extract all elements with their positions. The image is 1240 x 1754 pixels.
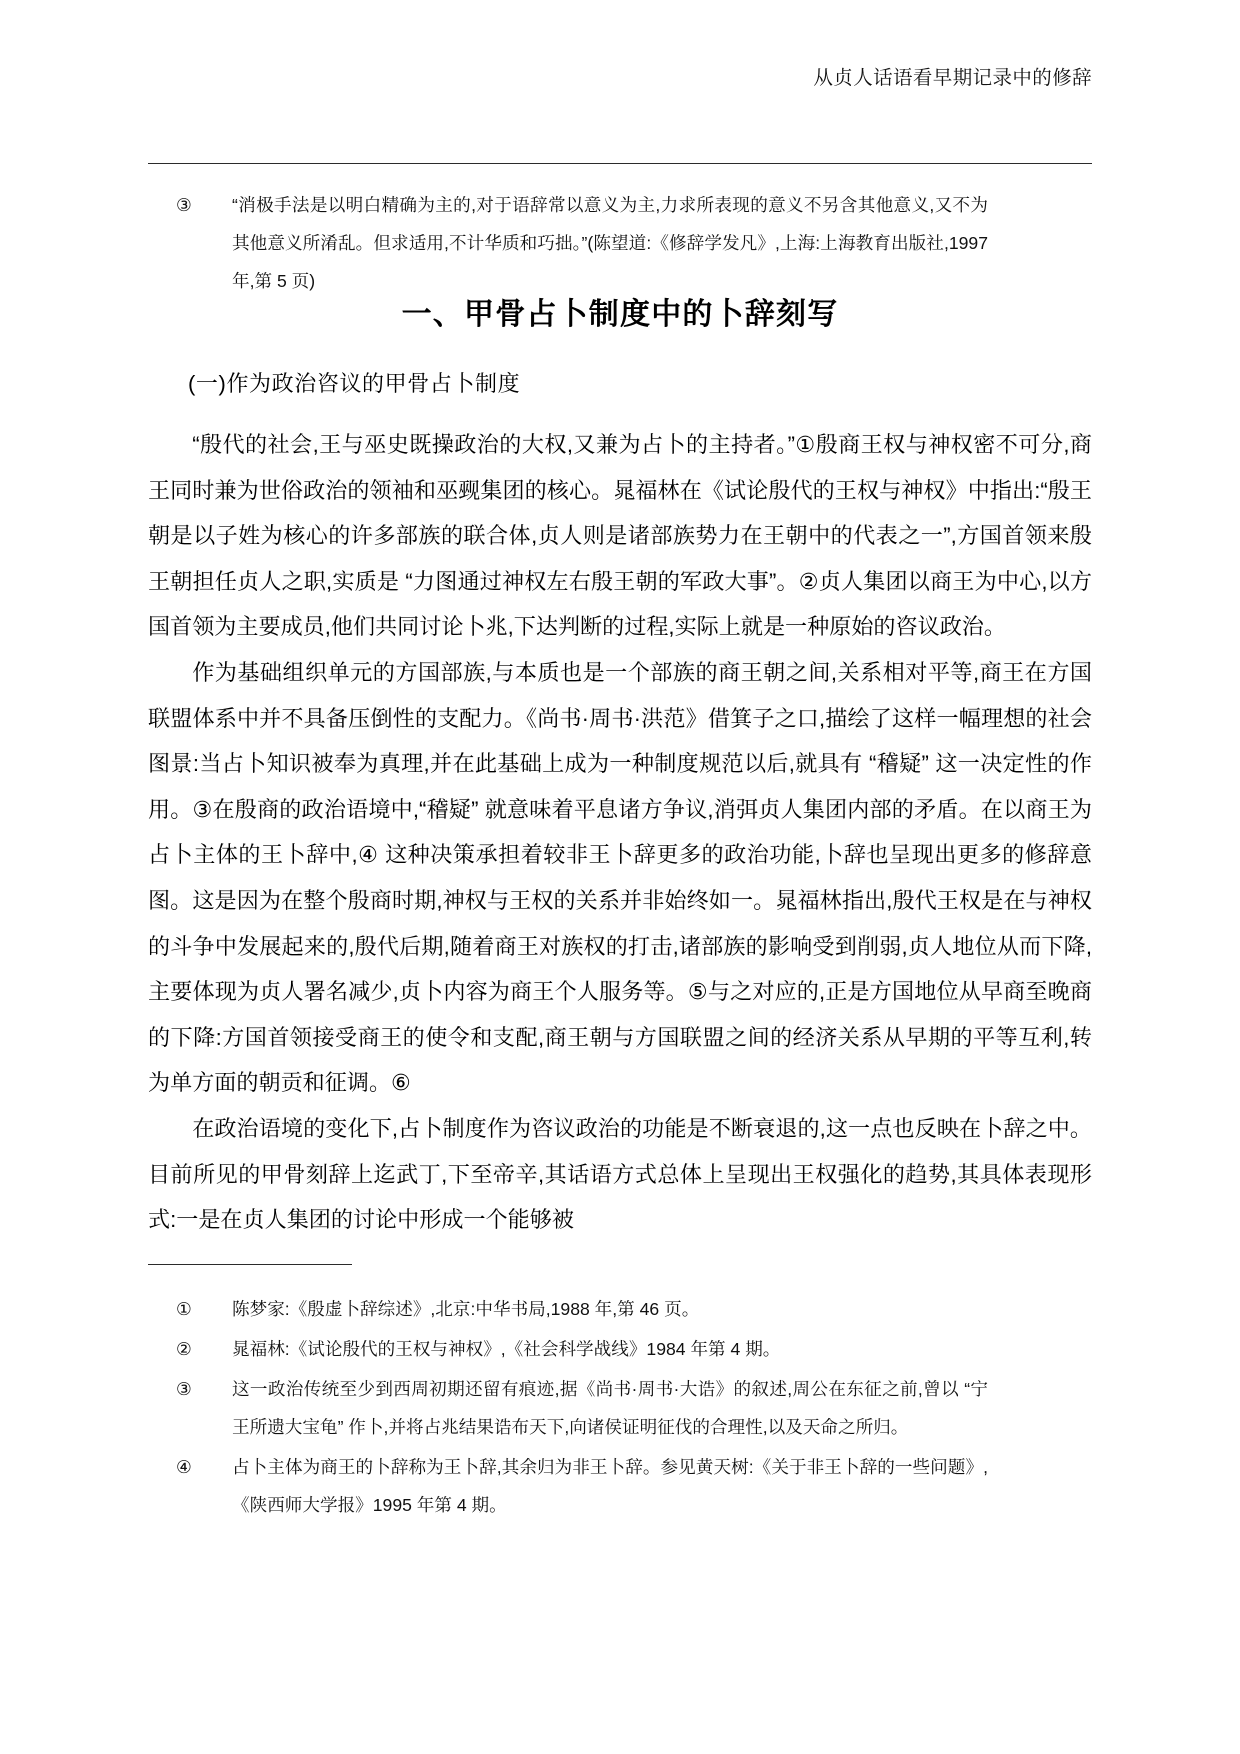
footnote-marker: ③ [176,195,192,215]
footnote-marker: ① [176,1299,192,1319]
page-title: 一、甲骨占卜制度中的卜辞刻写 [401,298,839,331]
footnote-row [176,1290,988,1328]
footnote-text: 晁福林:《试论殷代的王权与神权》,《社会科学战线》1984 年第 4 期。 [232,1339,781,1359]
footnote-marker: ② [176,1339,192,1359]
paragraph: “殷代的社会,王与巫史既操政治的大权,又兼为占卜的主持者。”①殷商王权与神权密不可分,商王同时兼为世俗政治的领袖和巫觋集团的核心。晁福林在《试论殷代的王权与神权》中指出:“殷王朝是以子姓为核心的许多部族的联合体,贞人则是诸部族势力在王朝中的代表之一”,方国首领来殷王朝担任贞人之职,实质是 “力图通过神权左右殷王朝的军政大事”。②贞人集团以商王为中心,以方国首领为主要成员,他们共同讨论卜兆,下达判断的过程,实际上就是一种原始的咨议政治。 [148,432,1092,640]
subsection-title: (一)作为政治咨议的甲骨占卜制度 [188,371,521,396]
running-header: 从贞人话语看早期记录中的修辞 [813,67,1092,89]
footnote-marker: ④ [176,1457,192,1477]
footnote-row [176,1370,988,1446]
header-divider [148,163,1092,164]
paragraph: 作为基础组织单元的方国部族,与本质也是一个部族的商王朝之间,关系相对平等,商王在方国联盟体系中并不具备压倒性的支配力。《尚书·周书·洪范》借箕子之口,描绘了这样一幅理想的社会图景:当占卜知识被奉为真理,并在此基础上成为一种制度规范以后,就具有 “稽疑” 这一决定性的作用。③在殷商的政治语境中,“稽疑” 就意味着平息诸方争议,消弭贞人集团内部的矛盾。在以商王为占卜主体的王卜辞中,④ 这种决策承担着较非王卜辞更多的政治功能,卜辞也呈现出更多的修辞意图。这是因为在整个殷商时期,神权与王权的关系并非始终如一。晁福林指出,殷代王权是在与神权的斗争中发展起来的,殷代后期,随着商王对族权的打击,诸部族的影响受到削弱,贞人地位从而下降,主要体现为贞人署名减少,贞卜内容为商王个人服务等。⑤与之对应的,正是方国地位从早商至晚商的下降:方国首领接受商王的使令和支配,商王朝与方国联盟之间的经济关系从早期的平等互利,转为单方面的朝贡和征调。⑥ [148,659,1092,1096]
footnote-divider [148,1264,352,1265]
footnote-list [176,1290,988,1526]
paragraph: 在政治语境的变化下,占卜制度作为咨议政治的功能是不断衰退的,这一点也反映在卜辞之中。目前所见的甲骨刻辞上迄武丁,下至帝辛,其话语方式总体上呈现出王权强化的趋势,其具体表现形式:一是在贞人集团的讨论中形成一个能够被 [148,1115,1092,1233]
footnote-text: 陈梦家:《殷虚卜辞综述》,北京:中华书局,1988 年,第 46 页。 [232,1299,700,1319]
footnote-text: “消极手法是以明白精确为主的,对于语辞常以意义为主,力求所表现的意义不另含其他意义,又不为其他意义所淆乱。但求适用,不计华质和巧拙。”(陈望道:《修辞学发凡》,上海:上海教育出版社,1997 年,第 5 页) [232,195,988,291]
body-content [148,422,1092,1243]
continued-footnote [176,186,988,300]
footnote-row [176,1448,988,1524]
footnote-row [176,186,988,300]
footnote-text: 占卜主体为商王的卜辞称为王卜辞,其余归为非王卜辞。参见黄天树:《关于非王卜辞的一些问题》,《陕西师大学报》1995 年第 4 期。 [232,1457,988,1515]
footnote-text: 这一政治传统至少到西周初期还留有痕迹,据《尚书·周书·大诰》的叙述,周公在东征之前,曾以 “宁王所遗大宝龟” 作卜,并将占兆结果诰布天下,向诸侯证明征伐的合理性,以及天命之所归。 [232,1379,988,1437]
footnote-row [176,1330,988,1368]
footnote-marker: ③ [176,1379,192,1399]
